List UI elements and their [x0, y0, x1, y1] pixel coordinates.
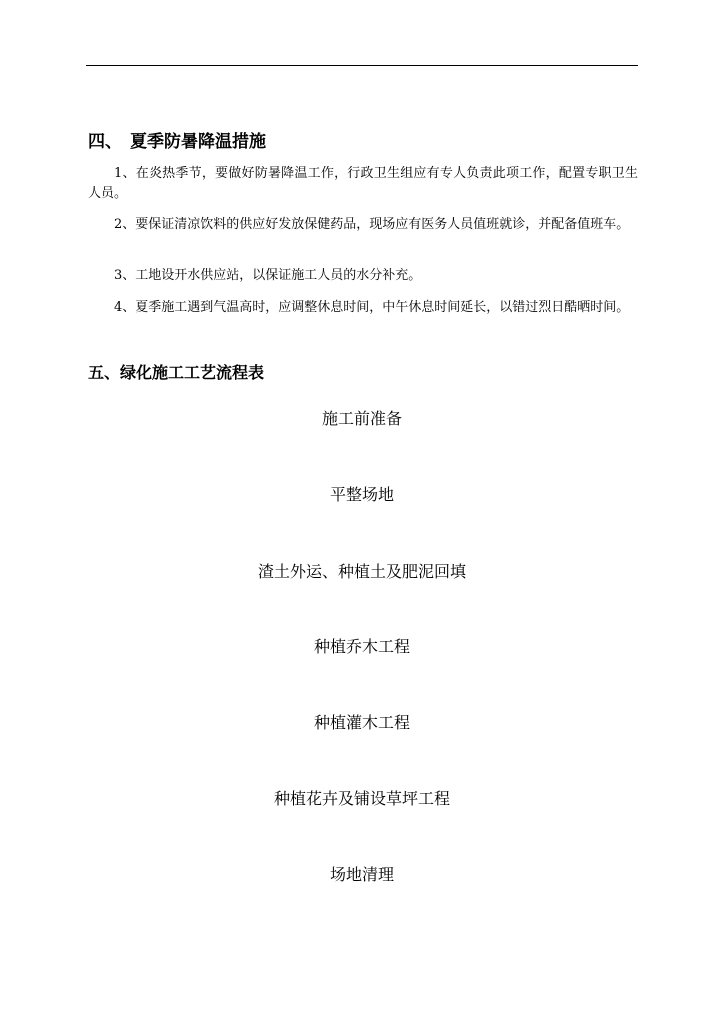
flow-step-soil: 渣土外运、种植土及肥泥回填 — [257, 562, 466, 581]
flow-step-prep: 施工前准备 — [321, 409, 402, 428]
section-4-title: 夏季防暑降温措施 — [130, 132, 266, 152]
section-4-paragraph-3: 3、工地设开水供应站，以保证施工人员的水分补充。 — [114, 268, 422, 283]
header-rule — [86, 65, 638, 66]
flow-step-flowers-lawn: 种植花卉及铺设草坪工程 — [273, 789, 450, 808]
flow-step-shrubs: 种植灌木工程 — [313, 713, 410, 732]
flow-step-cleanup: 场地清理 — [329, 865, 394, 884]
section-4-paragraph-2: 2、要保证清凉饮料的供应好发放保健药品，现场应有医务人员值班就诊，并配备值班车。 — [114, 217, 630, 232]
section-5-heading: 五、绿化施工工艺流程表 — [88, 363, 265, 382]
section-4-number: 四、 — [88, 132, 122, 152]
section-4-paragraph-4: 4、夏季施工遇到气温高时，应调整休息时间，中午休息时间延长，以错过烈日酷晒时间。 — [114, 300, 630, 315]
section-4-paragraph-1: 1、在炎热季节，要做好防暑降温工作，行政卫生组应有专人负责此项工作，配置专职卫生人员。 — [88, 166, 638, 201]
section-4-heading — [88, 127, 266, 152]
flow-step-trees: 种植乔木工程 — [313, 637, 410, 656]
flow-step-leveling: 平整场地 — [329, 485, 394, 504]
